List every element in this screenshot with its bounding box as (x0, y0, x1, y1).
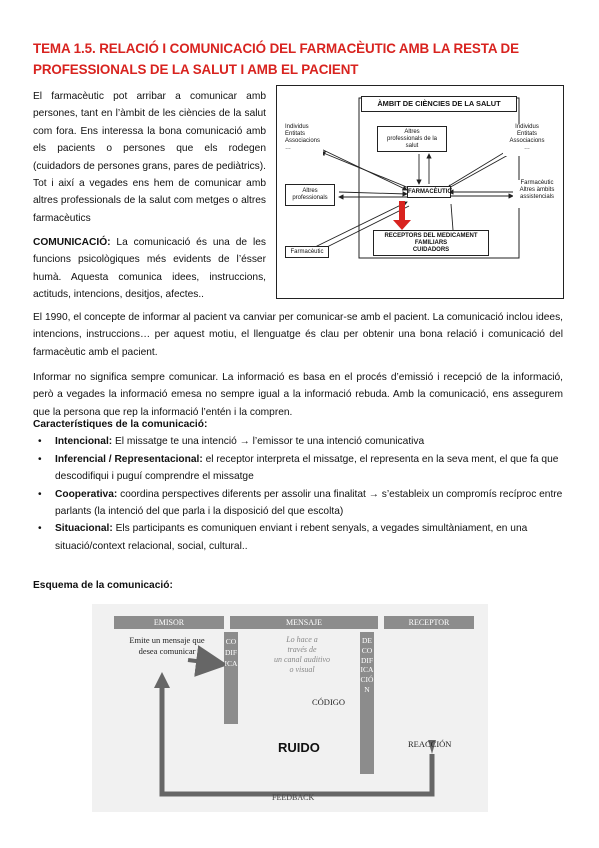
individus-left: Individus Entitats Associacions … (285, 124, 323, 156)
item-term: Cooperativa: (55, 488, 118, 500)
item-text: el receptor interpreta el missatge, el representa en la seva ment, el que fa que descodifiqui i puguí comprendre el missatge (55, 453, 559, 483)
feedback-label: FEEDBACK (272, 793, 315, 802)
ruido-label: RUIDO (278, 740, 320, 755)
individus-right: Individus Entitats Associacions … (503, 124, 551, 156)
item-text: El missatge te una intenció → l’emissor te una intenció comunicativa (112, 436, 425, 448)
item-term: Situacional: (55, 523, 113, 535)
paragraph-1990: El 1990, el concepte de informar al pacient va canviar per comunicar-se amb el pacient. La comunicació inclou idees, intencions, instruccions… per aquest motiu, el llenguatge és clau per obtenir una bona relació i comunicació del farmacèutic amb el pacient. (33, 312, 563, 358)
schema-heading: Esquema de la comunicació: (33, 580, 173, 591)
comunicacio-paragraph (33, 234, 266, 304)
farmaceutic-bottom: Farmacèutic (285, 246, 329, 258)
item-term: Intencional: (55, 436, 113, 448)
list-item (55, 433, 563, 450)
list-item (55, 451, 563, 486)
receptor-label: RECEPTOR (408, 618, 450, 627)
characteristics-heading: Característiques de la comunicació: (33, 419, 208, 430)
receptors-box: RECEPTORS DEL MEDICAMENT FAMILIARS CUIDADORS (373, 230, 489, 256)
ambit-title: ÀMBIT DE CIÈNCIES DE LA SALUT (361, 96, 517, 112)
mensaje-text: Lo hace a través de un canal auditivo o visual (274, 635, 330, 674)
mensaje-label: MENSAJE (285, 618, 322, 627)
characteristics-section (33, 416, 563, 555)
communication-schema (92, 604, 488, 812)
ambit-diagram (276, 85, 564, 299)
reaccion-label: REACCIÓN (408, 739, 452, 749)
codifica-label: CODIFICA (224, 637, 238, 668)
list-item (55, 486, 563, 521)
codigo-label: CÓDIGO (312, 697, 346, 707)
page-title: TEMA 1.5. RELACIÓ I COMUNICACIÓ DEL FARMACÈUTIC AMB LA RESTA DE PROFESSIONALS DE LA SALUT I AMB EL PACIENT (33, 41, 519, 77)
item-text: coordina perspectives diferents per assolir una finalitat → s’estableix un compromís recíproc entre parlants (la intenció del que parla i la disposició del que escolta) (55, 488, 563, 518)
item-text: Els participants es comuniquen enviant i rebent senyals, a vegades simultàniament, en una situació/context relacional, social, cultural.. (55, 523, 528, 552)
paragraph-informar: Informar no significa sempre comunicar. La informació es basa en el procés d’emissió i recepció de la informació, però a vegades la informació emesa no sempre igual a la informació rebuda. Amb la comunicació, ens assegurem que la persona que rep la informació l’entén i la compren. (33, 372, 563, 418)
emisor-label: EMISOR (153, 618, 185, 627)
intro-paragraph: El farmacèutic pot arribar a comunicar amb persones, tant en l’àmbit de les ciències de la salut com fora. Ens interessa la bona comunicació amb els pacients o persones que els rodegen (cuidadors de persones grans, pares de pediàtrics). Tot i així a vegades ens hem de comunicar amb altres professionals de la salut com metges o altres farmacèutics (33, 91, 266, 224)
farmaceutic-right: Farmacèutic Altres àmbits assistencials (513, 180, 561, 208)
decodificacion-label: DECODIFICACIÓN (360, 636, 374, 694)
comunicacio-text: La comunicació és una de les funcions psicològiques més evidents de l’ésser humà. Aquesta comunica idees, instruccions, actituds, intencions, desitjos, afectes.. (33, 237, 266, 301)
comunicacio-label: COMUNICACIÓ: (33, 237, 111, 248)
altres-professionals-left: Altres professionals (285, 184, 335, 206)
characteristics-list (33, 433, 563, 555)
emisor-text: Emite un mensaje que desea comunicar (129, 635, 205, 656)
item-term: Inferencial / Representacional: (55, 453, 203, 465)
list-item (55, 520, 563, 555)
farmaceutic-center: FARMACÈUTIC (407, 186, 451, 198)
altres-professionals-center: Altres professionals de la salut (377, 126, 447, 152)
